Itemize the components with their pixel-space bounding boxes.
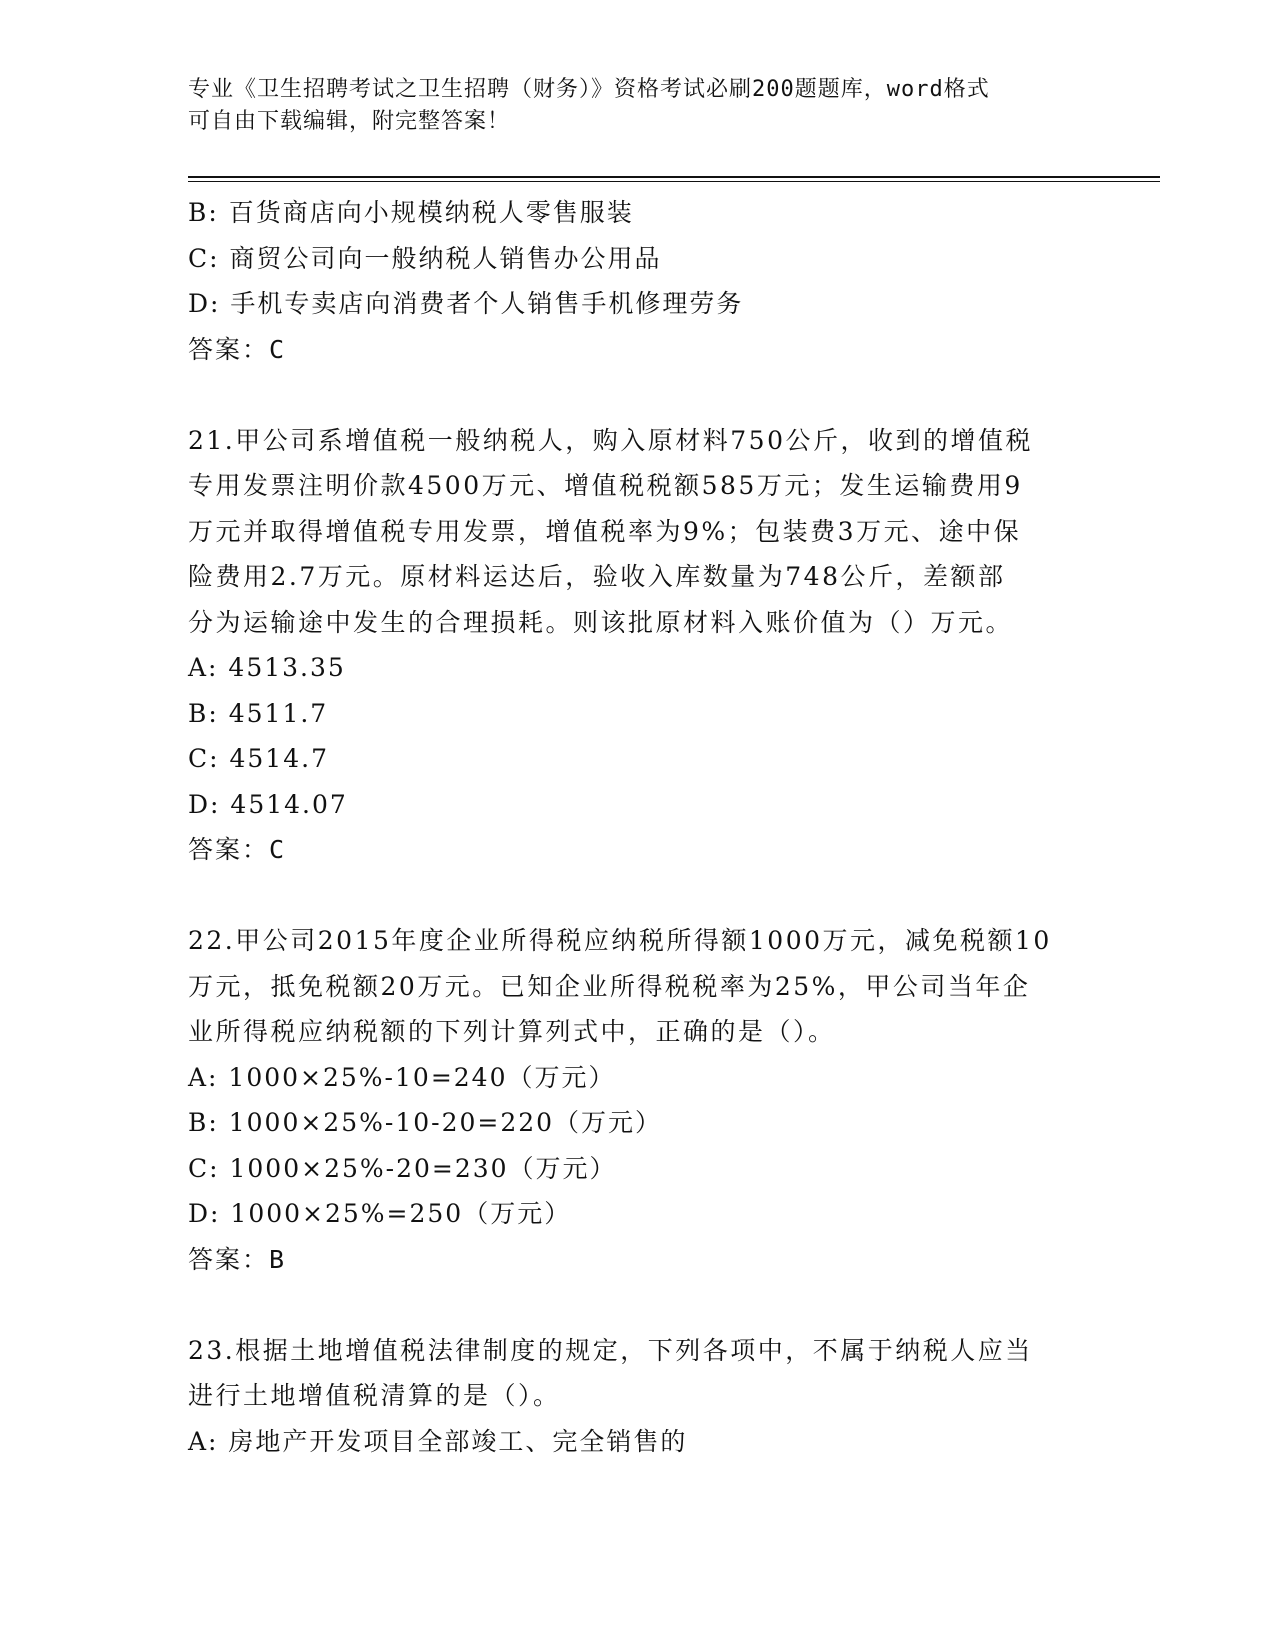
option-d: D: 手机专卖店向消费者个人销售手机修理劳务 bbox=[188, 289, 744, 318]
question-line: 万元，抵免税额20万元。已知企业所得税税率为25%，甲公司当年企 bbox=[188, 971, 1031, 1001]
question-text bbox=[188, 418, 1088, 646]
answer-line bbox=[188, 1237, 1088, 1283]
option-c: C: 商贸公司向一般纳税人销售办公用品 bbox=[188, 243, 662, 273]
question-line: 进行土地增值税清算的是（）。 bbox=[188, 1381, 561, 1410]
answer-line bbox=[188, 327, 1088, 373]
question-text bbox=[188, 1328, 1088, 1419]
question-line: 分为运输途中发生的合理损耗。则该批原材料入账价值为（）万元。 bbox=[188, 607, 1014, 637]
option-b: B: 1000×25%-10-20=220（万元） bbox=[188, 1108, 663, 1137]
answer-label: 答案： bbox=[188, 334, 270, 364]
option-c: C: 1000×25%-20=230（万元） bbox=[188, 1153, 617, 1183]
header-line-1: 专业《卫生招聘考试之卫生招聘（财务）》资格考试必刷200题题库，word格式 bbox=[188, 77, 990, 102]
question-line: 业所得税应纳税额的下列计算列式中，正确的是（）。 bbox=[188, 1017, 836, 1046]
spacer bbox=[188, 372, 1088, 418]
header-divider-thick bbox=[188, 176, 1160, 178]
answer-line bbox=[188, 827, 1088, 873]
question-text bbox=[188, 918, 1088, 1055]
answer-label: 答案： bbox=[188, 1244, 270, 1274]
answer-label: 答案： bbox=[188, 835, 270, 864]
question-line: 险费用2.7万元。原材料运达后，验收入库数量为748公斤，差额部 bbox=[188, 562, 1006, 591]
option-a: A: 4513.35 bbox=[188, 653, 346, 682]
answer-value: C bbox=[269, 835, 285, 864]
question-list bbox=[188, 190, 1088, 1464]
question-line: 22.甲公司2015年度企业所得税应纳税所得额1000万元，减免税额10 bbox=[188, 926, 1052, 955]
question-line: 23.根据土地增值税法律制度的规定，下列各项中，不属于纳税人应当 bbox=[188, 1335, 1033, 1365]
header-divider-thin bbox=[188, 181, 1160, 182]
option-d: D: 1000×25%=250（万元） bbox=[188, 1199, 572, 1228]
option-a: A: 房地产开发项目全部竣工、完全销售的 bbox=[188, 1426, 688, 1456]
spacer bbox=[188, 1282, 1088, 1328]
answer-value: B bbox=[269, 1244, 285, 1274]
spacer bbox=[188, 873, 1088, 919]
option-b: B: 4511.7 bbox=[188, 698, 329, 728]
question-20-continued bbox=[188, 190, 1088, 372]
question-line: 专用发票注明价款4500万元、增值税税额585万元；发生运输费用9 bbox=[188, 471, 1023, 500]
question-line: 21.甲公司系增值税一般纳税人，购入原材料750公斤，收到的增值税 bbox=[188, 425, 1033, 455]
option-d: D: 4514.07 bbox=[188, 789, 348, 819]
option-b: B: 百货商店向小规模纳税人零售服装 bbox=[188, 198, 634, 227]
answer-value: C bbox=[269, 334, 285, 364]
option-c: C: 4514.7 bbox=[188, 744, 329, 773]
question-23 bbox=[188, 1328, 1088, 1465]
question-line: 万元并取得增值税专用发票，增值税率为9%；包装费3万元、途中保 bbox=[188, 516, 1022, 546]
option-a: A: 1000×25%-10=240（万元） bbox=[188, 1062, 616, 1092]
header-line-2: 可自由下载编辑，附完整答案！ bbox=[188, 109, 511, 134]
question-22 bbox=[188, 918, 1088, 1282]
question-21 bbox=[188, 418, 1088, 873]
document-header bbox=[188, 74, 1068, 138]
